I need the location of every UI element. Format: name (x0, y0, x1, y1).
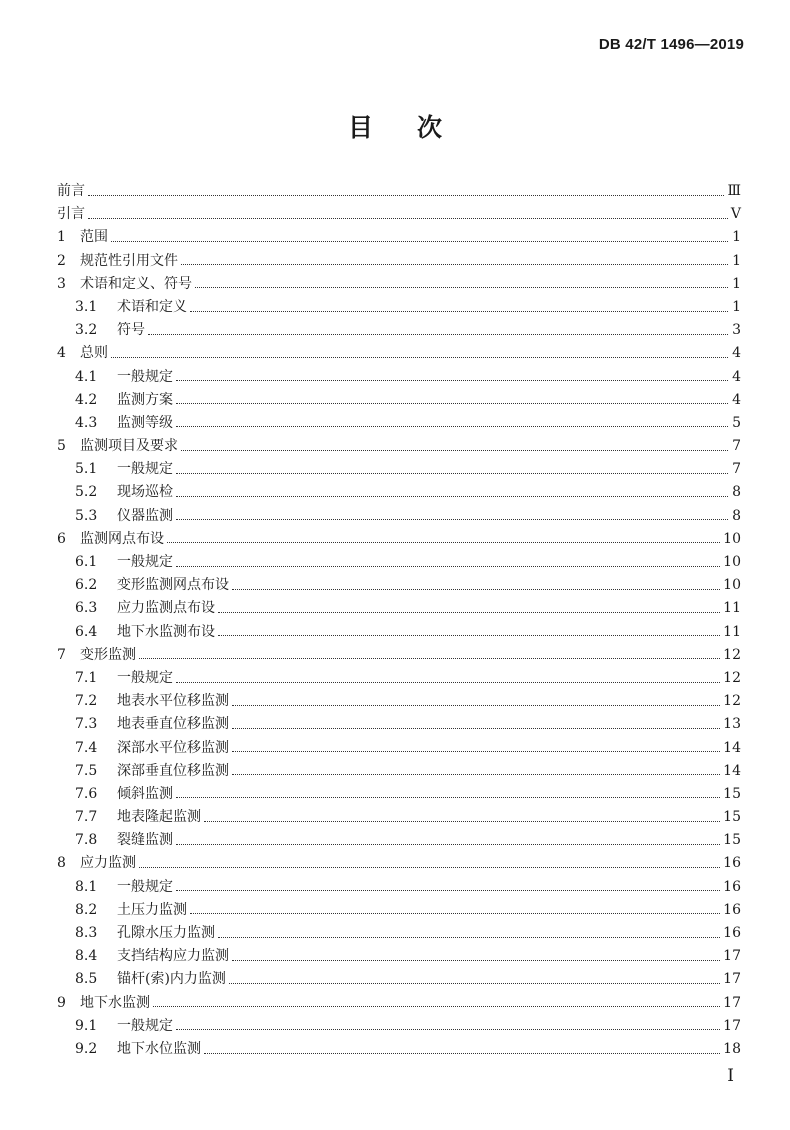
toc-entry-number: 4.3 (75, 414, 98, 431)
toc-entry-number: 9.1 (75, 1017, 98, 1034)
toc-entry-title: 规范性引用文件 (80, 252, 178, 269)
toc-entry-page: 12 (723, 646, 741, 663)
toc-entry-number: 4.2 (75, 391, 98, 408)
toc-entry[interactable] (57, 876, 741, 899)
toc-entry[interactable] (57, 180, 741, 203)
toc-entry-title: 一般规定 (117, 461, 173, 478)
toc-entry-number: 7.3 (75, 716, 98, 733)
toc-entry-page: 17 (723, 994, 741, 1011)
toc-entry-title: 深部垂直位移监测 (117, 762, 229, 779)
toc-entry-number: 6.3 (75, 600, 98, 617)
dot-leader (176, 414, 728, 428)
toc-entry-number: 7.6 (75, 785, 98, 802)
toc-entry-number: 6 (57, 530, 66, 547)
dot-leader (232, 739, 720, 753)
toc-entry-page: 10 (723, 530, 741, 547)
toc-entry-title: 引言 (57, 206, 85, 223)
dot-leader (139, 646, 720, 660)
toc-entry-number: 8.4 (75, 948, 98, 965)
toc-entry-page: 12 (723, 669, 741, 686)
toc-entry-page: 1 (732, 229, 741, 246)
toc-entry-number: 7.7 (75, 809, 98, 826)
toc-entry-title: 监测项目及要求 (80, 438, 178, 455)
dot-leader (176, 831, 720, 845)
dot-leader (176, 507, 728, 521)
toc-entry-number: 6.2 (75, 577, 98, 594)
dot-leader (176, 483, 728, 497)
dot-leader (218, 924, 720, 938)
toc-entry-page: 1 (732, 298, 741, 315)
toc-entry-page: 7 (732, 438, 741, 455)
toc-entry-page: 4 (732, 345, 741, 362)
toc-entry[interactable] (57, 806, 741, 829)
page-title: 目次 (347, 113, 486, 142)
toc-entry-page: 13 (723, 716, 741, 733)
toc-entry-page: 15 (723, 832, 741, 849)
toc-entry[interactable] (57, 412, 741, 435)
toc-entry[interactable] (57, 1015, 741, 1038)
toc-entry-page: Ⅴ (730, 206, 741, 223)
dot-leader (176, 785, 720, 799)
toc-entry-title: 前言 (57, 183, 85, 199)
page-number: I (727, 1066, 734, 1086)
toc-entry[interactable] (57, 319, 741, 342)
toc-entry-number: 8 (57, 855, 66, 872)
toc-entry-title: 倾斜监测 (117, 785, 173, 802)
toc-entry-page: 16 (723, 925, 741, 941)
toc-entry-page: Ⅲ (727, 183, 741, 199)
dot-leader (139, 854, 720, 868)
toc-entry-title: 变形监测网点布设 (117, 577, 229, 594)
toc-entry[interactable] (57, 760, 741, 783)
toc-entry-number: 5.3 (75, 507, 98, 524)
toc-entry-number: 7.2 (75, 693, 98, 710)
toc-entry[interactable] (57, 505, 741, 528)
toc-entry-number: 6.4 (75, 623, 98, 640)
toc-entry-number: 7.5 (75, 762, 98, 779)
toc-entry-title: 术语和定义、符号 (80, 275, 192, 292)
dot-leader (181, 252, 728, 266)
toc-entry-page: 3 (732, 322, 741, 339)
toc-entry[interactable] (57, 273, 741, 296)
toc-entry[interactable] (57, 203, 741, 226)
dot-leader (190, 901, 720, 915)
toc-entry-page: 10 (723, 554, 741, 570)
toc-entry[interactable] (57, 597, 741, 620)
toc-entry[interactable] (57, 992, 741, 1015)
toc-entry-title: 一般规定 (117, 1017, 173, 1034)
toc-entry-page: 8 (732, 484, 741, 501)
toc-entry-title: 现场巡检 (117, 484, 173, 501)
toc-entry-number: 5 (57, 438, 66, 455)
toc-entry[interactable] (57, 713, 741, 736)
dot-leader (111, 344, 728, 358)
dot-leader (195, 275, 728, 289)
toc-entry-number: 4.1 (75, 368, 98, 385)
toc-entry-title: 一般规定 (117, 368, 173, 385)
toc-entry[interactable] (57, 435, 741, 458)
toc-entry-number: 3.2 (75, 322, 98, 339)
dot-leader (232, 947, 720, 961)
toc-entry[interactable] (57, 922, 741, 945)
toc-entry-title: 地表水平位移监测 (117, 693, 229, 710)
toc-entry-title: 变形监测 (80, 646, 136, 663)
dot-leader (218, 599, 720, 613)
toc-entry-title: 监测等级 (117, 414, 173, 431)
dot-leader (167, 530, 720, 544)
toc-entry-number: 5.2 (75, 484, 98, 501)
dot-leader (176, 878, 720, 892)
toc-entry-title: 锚杆(索)内力监测 (117, 971, 226, 988)
toc-entry-title: 监测方案 (117, 391, 173, 408)
toc-entry-page: 17 (723, 948, 741, 965)
dot-leader (176, 1017, 720, 1031)
dot-leader (148, 321, 728, 335)
toc-entry[interactable] (57, 296, 741, 319)
toc-entry-number: 9.2 (75, 1040, 98, 1057)
toc-entry[interactable] (57, 458, 741, 481)
toc-entry-page: 16 (723, 855, 741, 872)
dot-leader (232, 576, 720, 590)
toc-entry-title: 符号 (117, 322, 145, 339)
toc-entry-title: 术语和定义 (117, 298, 187, 315)
toc-entry[interactable] (57, 366, 741, 389)
toc-entry-title: 孔隙水压力监测 (117, 925, 215, 941)
toc-entry-title: 总则 (80, 345, 108, 362)
toc-entry-page: 16 (723, 878, 741, 895)
toc-entry-page: 14 (723, 739, 741, 756)
toc-entry-number: 1 (57, 229, 66, 246)
toc-entry-number: 8.2 (75, 901, 98, 918)
toc-entry-title: 应力监测 (80, 855, 136, 872)
toc-entry-title: 裂缝监测 (117, 832, 173, 849)
toc-entry-title: 范围 (80, 229, 108, 246)
toc-entry-page: 16 (723, 901, 741, 918)
dot-leader (153, 994, 720, 1008)
standard-code: DB 42/T 1496—2019 (598, 36, 744, 53)
dot-leader (232, 715, 720, 729)
toc-entry-page: 17 (723, 971, 741, 988)
toc-entry[interactable] (57, 829, 741, 852)
toc-entry-title: 应力监测点布设 (117, 600, 215, 617)
toc-entry-page: 10 (723, 577, 741, 594)
toc-entry[interactable] (57, 945, 741, 968)
toc-entry[interactable] (57, 226, 741, 249)
toc-entry-number: 6.1 (75, 554, 98, 570)
toc-entry-page: 11 (723, 623, 741, 640)
toc-entry-title: 一般规定 (117, 878, 173, 895)
toc-entry-page: 18 (723, 1040, 741, 1057)
toc-entry-number: 3 (57, 275, 66, 292)
dot-leader (176, 391, 728, 405)
dot-leader (111, 228, 728, 242)
toc-entry-number: 7 (57, 646, 66, 663)
toc-entry-title: 仪器监测 (117, 507, 173, 524)
dot-leader (176, 669, 720, 683)
toc-entry-number: 4 (57, 345, 66, 362)
toc-entry-title: 地下水位监测 (117, 1040, 201, 1057)
toc-entry-title: 监测网点布设 (80, 530, 164, 547)
toc-entry-page: 5 (732, 414, 741, 431)
toc-entry-page: 15 (723, 809, 741, 826)
toc-entry-number: 8.3 (75, 925, 98, 941)
toc-entry-number: 7.4 (75, 739, 98, 756)
toc-entry[interactable] (57, 528, 741, 551)
toc-entry-number: 5.1 (75, 461, 98, 478)
table-of-contents (57, 180, 741, 1061)
dot-leader (176, 553, 720, 567)
toc-entry-title: 地表隆起监测 (117, 809, 201, 826)
toc-entry-page: 7 (732, 461, 741, 478)
dot-leader (204, 808, 720, 822)
toc-entry-number: 2 (57, 252, 66, 269)
toc-entry-page: 15 (723, 785, 741, 802)
toc-entry-number: 8.1 (75, 878, 98, 895)
dot-leader (232, 762, 720, 776)
dot-leader (204, 1040, 720, 1054)
dot-leader (88, 182, 724, 196)
dot-leader (88, 205, 728, 219)
dot-leader (190, 298, 728, 312)
toc-entry-number: 7.8 (75, 832, 98, 849)
toc-entry[interactable] (57, 551, 741, 574)
toc-entry[interactable] (57, 481, 741, 504)
dot-leader (232, 692, 720, 706)
toc-entry-title: 支挡结构应力监测 (117, 948, 229, 965)
toc-entry-title: 深部水平位移监测 (117, 739, 229, 756)
toc-entry-page: 1 (732, 275, 741, 292)
toc-entry-number: 3.1 (75, 298, 98, 315)
toc-entry-title: 一般规定 (117, 554, 173, 570)
toc-entry-number: 8.5 (75, 971, 98, 988)
toc-entry[interactable] (57, 852, 741, 875)
toc-entry[interactable] (57, 783, 741, 806)
toc-entry[interactable] (57, 644, 741, 667)
toc-entry-title: 地下水监测布设 (117, 623, 215, 640)
toc-entry-title: 地表垂直位移监测 (117, 716, 229, 733)
toc-entry[interactable] (57, 621, 741, 644)
toc-entry[interactable] (57, 667, 741, 690)
toc-entry[interactable] (57, 1038, 741, 1061)
toc-entry[interactable] (57, 968, 741, 991)
toc-entry[interactable] (57, 690, 741, 713)
toc-entry-title: 地下水监测 (80, 994, 150, 1011)
dot-leader (229, 970, 720, 984)
toc-entry-title: 土压力监测 (117, 901, 187, 918)
toc-entry[interactable] (57, 737, 741, 760)
toc-entry-page: 11 (723, 600, 741, 617)
toc-entry[interactable] (57, 574, 741, 597)
toc-entry-number: 7.1 (75, 669, 98, 686)
toc-entry[interactable] (57, 250, 741, 273)
toc-entry-page: 4 (732, 391, 741, 408)
toc-entry-page: 14 (723, 762, 741, 779)
toc-entry[interactable] (57, 389, 741, 412)
dot-leader (218, 623, 720, 637)
toc-entry-page: 8 (732, 507, 741, 524)
toc-entry-page: 1 (732, 252, 741, 269)
toc-entry-number: 9 (57, 994, 66, 1011)
dot-leader (181, 437, 728, 451)
toc-entry[interactable] (57, 342, 741, 365)
toc-entry-title: 一般规定 (117, 669, 173, 686)
dot-leader (176, 460, 728, 474)
toc-entry[interactable] (57, 899, 741, 922)
toc-entry-page: 17 (723, 1017, 741, 1034)
dot-leader (176, 368, 728, 382)
toc-entry-page: 12 (723, 693, 741, 710)
toc-entry-page: 4 (732, 368, 741, 385)
